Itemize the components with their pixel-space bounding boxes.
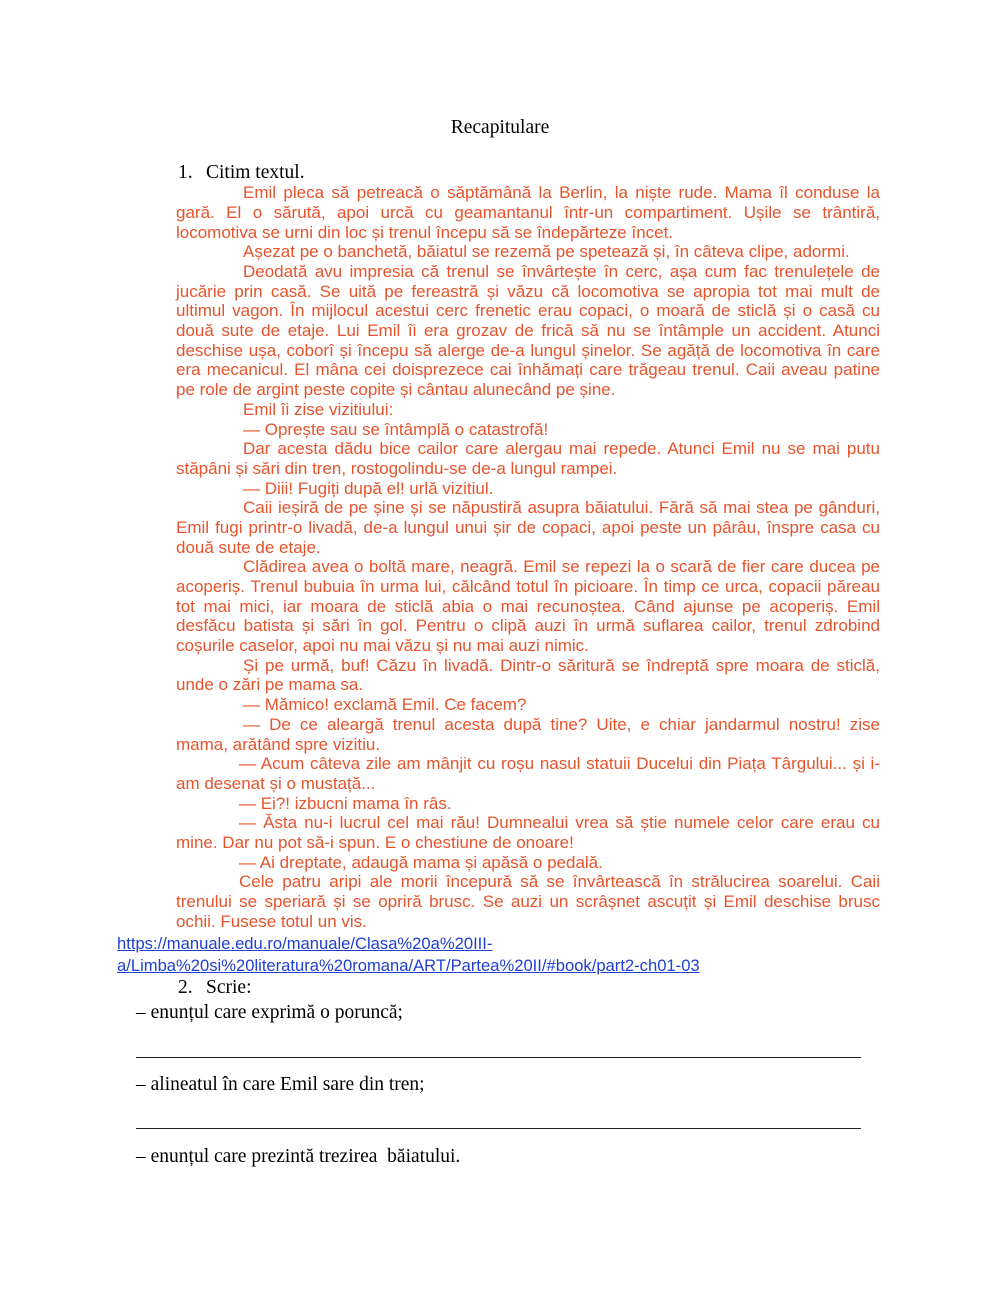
source-link-line-2: a/Limba%20si%20literatura%20romana/ART/Partea%20II/#book/part2-ch01-03 — [117, 956, 700, 975]
story-line: unde o zări pe mama sa. — [176, 675, 364, 695]
page-title: Recapitulare — [450, 117, 550, 138]
story-paragraph — [176, 656, 880, 695]
story-line: două sute de etaje. — [176, 537, 321, 557]
story-line: Dar acesta dădu bice cailor care alergau mai repede. Atunci Emil nu se mai putu — [243, 439, 880, 459]
story-paragraph — [176, 853, 880, 873]
story-line: — Ăsta nu-i lucrul cel mai rău! Dumnealui vrea să știe numele celor care erau cu — [239, 813, 880, 833]
story-line: — Acum câteva zile am mânjit cu roșu nasul statuii Ducelui din Piața Târgului... și i- — [239, 754, 880, 774]
story-paragraph — [176, 242, 880, 262]
story-line: mine. Dar nu pot să-i spun. E o chestiune de onoare! — [176, 832, 574, 852]
source-link-line-1: https://manuale.edu.ro/manuale/Clasa%20a%20III- — [117, 934, 493, 953]
task-prompt-command-sentence: – enunțul care exprimă o poruncă; — [136, 1002, 403, 1023]
story-line: două sute de etaje. Lui Emil îi era grozav de frică să nu se întâmple un accident. Atunci — [176, 321, 880, 341]
story-line: mama, arătând spre vizitiu. — [176, 734, 381, 754]
story-paragraph — [176, 872, 880, 931]
story-line: pe role de argint peste copite și cântau alunecând pe șine. — [176, 380, 616, 400]
story-line: am desenat și o mustață... — [176, 773, 376, 793]
story-paragraph — [176, 715, 880, 754]
answer-field-1[interactable] — [136, 1036, 861, 1058]
story-line: — De ce aleargă trenul acesta după tine? Uite, e chiar jandarmul nostru! zise — [243, 714, 880, 734]
story-paragraph — [176, 695, 880, 715]
story-paragraph — [176, 813, 880, 852]
story-line: stăpâni și sări din tren, rostogolindu-se de-a lungul rampei. — [176, 458, 618, 478]
story-line: — Ai dreptate, adaugă mama și apăsă o pedală. — [239, 852, 603, 872]
story-line: — Mămico! exclamă Emil. Ce facem? — [243, 695, 527, 715]
story-line: locomotiva se urni din loc și trenul începu să se îndepărteze încet. — [176, 222, 674, 242]
story-paragraph — [176, 479, 880, 499]
story-line: Cele patru aripi ale morii începură să se învârtească în strălucirea soarelui. Caii — [239, 872, 880, 892]
story-line: — Ei?! izbucni mama în râs. — [239, 793, 452, 813]
story-text — [176, 183, 880, 931]
story-paragraph — [176, 557, 880, 655]
story-line: trenului se speriară și se opriră brusc. Se auzi un scrâșnet ascuțit și Emil deschise brusc — [176, 892, 880, 912]
story-paragraph — [176, 754, 880, 793]
story-line: Așezat pe o banchetă, băiatul se rezemă pe spetează și, în câteva clipe, adormi. — [243, 242, 850, 262]
story-paragraph — [176, 400, 880, 420]
story-line: coșurile caselor, apoi nu mai văzu și nu mai auzi nimic. — [176, 636, 589, 656]
story-line: Emil pleca să petreacă o săptămână la Berlin, la niște rude. Mama îl conduse la — [243, 183, 880, 203]
story-line: Emil îi zise vizitiului: — [243, 399, 394, 419]
story-line: ochii. Fusese totul un vis. — [176, 911, 367, 931]
section-2-number: 2. — [178, 977, 193, 998]
story-paragraph — [176, 498, 880, 557]
task-prompt-waking-sentence: – enunțul care prezintă trezirea băiatului. — [136, 1146, 461, 1167]
source-link[interactable] — [117, 933, 700, 977]
story-line: gară. El o sărută, apoi urcă cu geamantanul într-un compartiment. Ușile se trântiră, — [176, 202, 880, 222]
story-line: acoperiș. Trenul bubuia în urma lui, călcând totul în picioare. În timp ce urca, copacii păreau — [176, 577, 880, 597]
story-line: — Diii! Fugiți după el! urlă vizitiul. — [243, 478, 494, 498]
story-paragraph — [176, 420, 880, 440]
story-line: Clădirea avea o boltă mare, neagră. Emil se repezi la o scară de fier care ducea pe — [243, 557, 880, 577]
story-line: desfăcu batista și sări în gol. Pentru o clipă auzi în urmă suflarea cailor, trenul zdrobind — [176, 616, 880, 636]
story-line: era mecanicul. El mâna cei doisprezece cai înhămați care trăgeau trenul. Caii aveau patine — [176, 360, 880, 380]
story-line: ultimul vagon. În mijlocul acestui cerc frenetic erau copaci, o moară de sticlă și o casă cu — [176, 301, 880, 321]
story-line: deschise ușa, coborî și începu să alerge de-a lungul șinelor. Se agăță de locomotiva în care — [176, 340, 880, 360]
story-line: Deodată avu impresia că trenul se învârtește în cerc, așa cum fac trenulețele de — [243, 262, 880, 282]
story-paragraph — [176, 262, 880, 400]
story-line: Emil fugi printr-o livadă, de-a lungul unui șir de copaci, apoi peste un pârâu, înspre casa cu — [176, 517, 880, 537]
task-prompt-jump-paragraph: – alineatul în care Emil sare din tren; — [136, 1074, 425, 1095]
section-1-heading: Citim textul. — [206, 162, 305, 183]
section-2-heading: Scrie: — [206, 977, 252, 998]
story-line: — Oprește sau se întâmplă o catastrofă! — [243, 419, 549, 439]
story-paragraph — [176, 183, 880, 242]
story-line: Și pe urmă, buf! Căzu în livadă. Dintr-o săritură se îndreptă spre moara de sticlă, — [243, 655, 880, 675]
story-paragraph — [176, 439, 880, 478]
story-line: jucărie prin casă. Se uită pe fereastră și văzu că locomotiva se apropia tot mai mult de — [176, 281, 880, 301]
story-line: Caii ieșiră de pe șine și se năpustiră asupra băiatului. Fără să mai stea pe gânduri, — [243, 498, 880, 518]
story-line: tot mai mici, iar moara de sticlă abia o mai recunoștea. Când ajunse pe acoperiș. Emil — [176, 596, 880, 616]
story-paragraph — [176, 794, 880, 814]
answer-field-2[interactable] — [136, 1107, 861, 1129]
section-1-number: 1. — [178, 162, 193, 183]
